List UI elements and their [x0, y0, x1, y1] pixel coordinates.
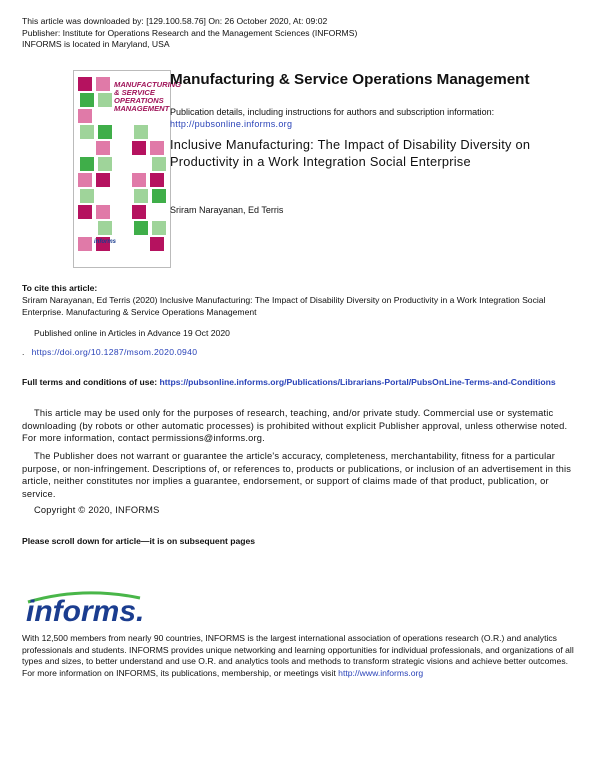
cover-tile [150, 141, 164, 155]
cover-tile [78, 77, 92, 91]
cover-tile [78, 205, 92, 219]
cover-tile [78, 173, 92, 187]
doi-link[interactable]: https://doi.org/10.1287/msom.2020.0940 [31, 347, 198, 357]
members-text: With 12,500 members from nearly 90 countries, INFORMS is the largest international association of operations research (O.R.) and analytics professionals and students. INFORMS provides unique networking and learning opportunities for individual professionals, and organizations of all types and sizes, to better understand and use O.R. and analytics tools and methods to transform strategic visions and achieve better outcomes. [22, 633, 574, 666]
cover-tile [134, 125, 148, 139]
cover-tile [132, 205, 146, 219]
more-info-line [22, 668, 587, 680]
journal-title: Manufacturing & Service Operations Management [170, 71, 530, 88]
more-info-text: For more information on INFORMS, its publications, membership, or meetings visit [22, 667, 336, 678]
cover-informs-logo: informs [94, 239, 117, 245]
cover-tile [98, 157, 112, 171]
citation-heading: To cite this article: [22, 283, 98, 293]
scroll-notice: Please scroll down for article—it is on subsequent pages [22, 536, 256, 546]
terms-label: Full terms and conditions of use: [22, 377, 158, 387]
cover-tile [80, 125, 94, 139]
logo-wordmark: informs. [26, 595, 145, 628]
cover-tile [150, 237, 164, 251]
publication-details-link[interactable]: http://pubsonline.informs.org [170, 119, 293, 129]
cover-tile [78, 237, 92, 251]
cover-tile [80, 157, 94, 171]
copyright: Copyright © 2020, INFORMS [34, 505, 160, 515]
cover-tile [80, 93, 94, 107]
cover-tile [96, 173, 110, 187]
cover-tile [134, 189, 148, 203]
download-info: This article was downloaded by: [129.100.58.76] On: 26 October 2020, At: 09:02 [22, 16, 328, 26]
cover-tile [132, 141, 146, 155]
cover-tile [96, 77, 110, 91]
cover-tile [150, 173, 164, 187]
publication-details [170, 106, 494, 130]
cover-tile [152, 157, 166, 171]
published-online: Published online in Articles in Advance 19 Oct 2020 [34, 328, 230, 338]
article-authors: Sriram Narayanan, Ed Terris [170, 205, 284, 215]
cover-tile [152, 189, 166, 203]
publication-details-text: Publication details, including instructions for authors and subscription information: [170, 107, 495, 117]
informs-description [22, 633, 587, 679]
publisher-info: Publisher: Institute for Operations Research and the Management Sciences (INFORMS) [22, 27, 358, 38]
article-title: Inclusive Manufacturing: The Impact of Disability Diversity on Productivity in a Work Integration Social Enterprise [170, 137, 531, 169]
cover-tile [132, 173, 146, 187]
usage-paragraph: This article may be used only for the purposes of research, teaching, and/or private study. Commercial use or systematic downloading (by robots or other automatic processes) is prohibited without explicit Publisher approval, unless otherwise noted. For more information, contact permissions@informs.org. [22, 408, 568, 443]
cover-tile [152, 221, 166, 235]
doi-prefix: . [22, 347, 25, 357]
warranty-paragraph: The Publisher does not warrant or guarantee the article's accuracy, completeness, merchantability, fitness for a particular purpose, or non-infringement. Descriptions of, or references to, products or publications, or inclusion of an advertisement in this article, neither constitutes nor implies a guarantee, endorsement, or support of claims made of that product, publication, or service. [22, 451, 572, 499]
publisher-location: INFORMS is located in Maryland, USA [22, 39, 170, 49]
cover-tile [98, 221, 112, 235]
journal-cover-image [73, 70, 182, 268]
terms-link[interactable]: https://pubsonline.informs.org/Publications/Librarians-Portal/PubsOnLine-Terms-and-Conditions [159, 377, 556, 387]
download-header [22, 16, 357, 51]
informs-website-link[interactable]: http://www.informs.org [338, 667, 424, 678]
informs-logo [22, 588, 162, 633]
cover-tile [98, 93, 112, 107]
terms-of-use [22, 377, 582, 389]
informs-logo-graphic [22, 588, 162, 628]
cover-tile [134, 221, 148, 235]
cover-tile [96, 141, 110, 155]
citation-text: Sriram Narayanan, Ed Terris (2020) Inclusive Manufacturing: The Impact of Disability Diversity on Productivity in a Work Integration Social Enterprise. Manufacturing & Service Operations Management [22, 295, 546, 317]
cover-tile [78, 109, 92, 123]
cover-tile [96, 205, 110, 219]
doi-line [22, 347, 197, 357]
cover-tile [98, 125, 112, 139]
cover-journal-title: MANUFACTURING & SERVICE OPERATIONS MANAGEMENT [114, 80, 182, 113]
cover-tile [80, 189, 94, 203]
